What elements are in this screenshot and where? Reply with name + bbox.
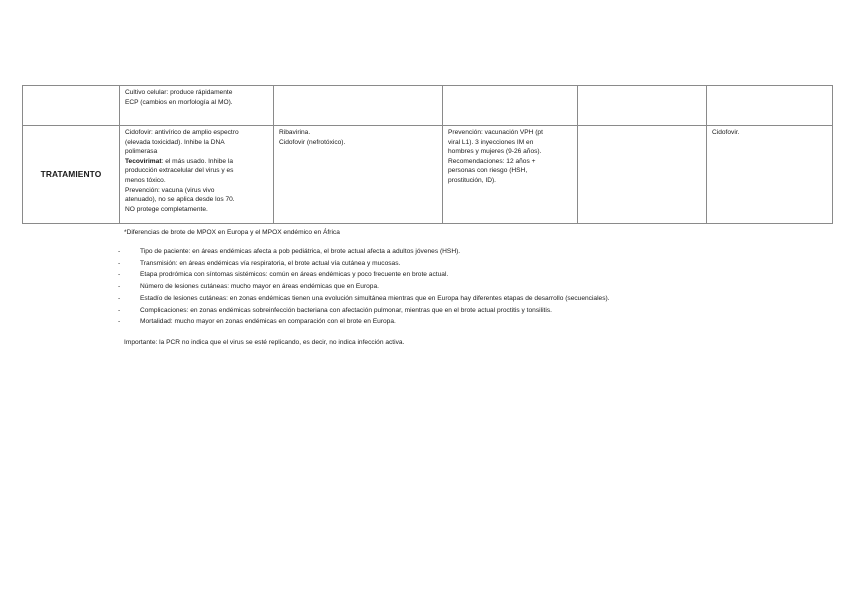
cell-line: ECP (cambios en morfología al MO). xyxy=(125,98,233,106)
cell-line: Prevención: vacunación VPH (pt xyxy=(448,129,543,136)
bullet-marker: - xyxy=(118,283,121,291)
bullet-marker: - xyxy=(118,271,121,279)
cell-line: NO protege completamente. xyxy=(125,205,208,213)
cell-line: menos tóxico. xyxy=(125,176,166,184)
cell-line: Recomendaciones: 12 años + xyxy=(448,157,536,165)
table-cell xyxy=(707,126,833,224)
table-cell xyxy=(120,126,274,224)
comparison-table xyxy=(22,85,833,224)
cell-line xyxy=(125,157,268,167)
bullet-marker: - xyxy=(118,294,121,302)
list-item-text: Mortalidad: mucho mayor en zonas endémicas en comparación con el brote en Europa. xyxy=(140,318,396,326)
bullet-marker: - xyxy=(118,259,121,267)
cell-line: viral L1). 3 inyecciones IM en xyxy=(448,138,534,146)
table-cell xyxy=(443,126,578,224)
list-item xyxy=(118,316,818,328)
list-item xyxy=(118,305,818,317)
list-item-text: Número de lesiones cutáneas: mucho mayor en áreas endémicas que en Europa. xyxy=(140,283,379,291)
important-note: Importante: la PCR no indica que el virus se esté replicando, es decir, no indica infección activa. xyxy=(124,339,405,346)
table-cell xyxy=(443,86,578,126)
cell-line: personas con riesgo (HSH, xyxy=(448,167,528,175)
table-cell xyxy=(707,86,833,126)
list-item-text: Transmisión: en áreas endémicas vía respiratoria, el brote actual vía cutánea y mucosas. xyxy=(140,259,401,267)
differences-list xyxy=(118,246,818,328)
cell-line: hombres y mujeres (9-26 años). xyxy=(448,148,542,156)
table-cell xyxy=(578,126,707,224)
list-item xyxy=(118,281,818,293)
cell-line: Prevención: vacuna (virus vivo xyxy=(125,186,215,194)
bullet-marker: - xyxy=(118,306,121,314)
bold-term: Tecovirimat xyxy=(125,157,162,165)
cell-line: atenuado), no se aplica desde los 70. xyxy=(125,196,235,204)
list-item xyxy=(118,269,818,281)
table-row xyxy=(23,86,833,126)
cell-line: polimerasa xyxy=(125,148,158,156)
list-item xyxy=(118,246,818,258)
table-cell xyxy=(120,86,274,126)
table-footnote: *Diferencias de brote de MPOX en Europa y el MPOX endémico en África xyxy=(124,229,340,236)
cell-line: Cidofovir. xyxy=(712,129,740,136)
bullet-marker: - xyxy=(118,248,121,255)
cell-line: producción extracelular del virus y es xyxy=(125,167,234,175)
cell-line-text: Tecovirimat: el más usado. Inhibe la xyxy=(125,157,234,165)
cell-line: Cultivo celular: produce rápidamente xyxy=(125,89,233,96)
cell-line: prostitución, ID). xyxy=(448,176,497,184)
row-header-empty xyxy=(23,86,120,126)
list-item-text: Complicaciones: en zonas endémicas sobreinfección bacteriana con afectación pulmonar, mientras que en el brote actual proctitis y tonsilitis. xyxy=(140,306,552,314)
row-header-tratamiento: TRATAMIENTO xyxy=(23,126,120,224)
table-cell xyxy=(274,126,443,224)
table-cell xyxy=(274,86,443,126)
list-item-text: Etapa prodrómica con síntomas sistémicos: común en áreas endémicas y poco frecuente en brote actual. xyxy=(140,271,449,279)
list-item xyxy=(118,293,818,305)
list-item-text: Estadío de lesiones cutáneas: en zonas endémicas tienen una evolución simultánea mientras que en Europa hay diferentes etapas de desarrollo (secuenciales). xyxy=(140,294,610,302)
cell-line: (elevada toxicidad). Inhibe la DNA xyxy=(125,138,225,146)
table-cell xyxy=(578,86,707,126)
cell-line: Ribavirina. xyxy=(279,129,311,136)
cell-line: Cidofovir: antivírico de amplio espectro xyxy=(125,129,239,136)
table-row xyxy=(23,126,833,224)
cell-line: Cidofovir (nefrotóxico). xyxy=(279,138,346,146)
bullet-marker: - xyxy=(118,318,121,326)
list-item-text: Tipo de paciente: en áreas endémicas afecta a pob pediátrica, el brote actual afecta a adultos jóvenes (HSH). xyxy=(140,248,461,255)
list-item xyxy=(118,258,818,270)
